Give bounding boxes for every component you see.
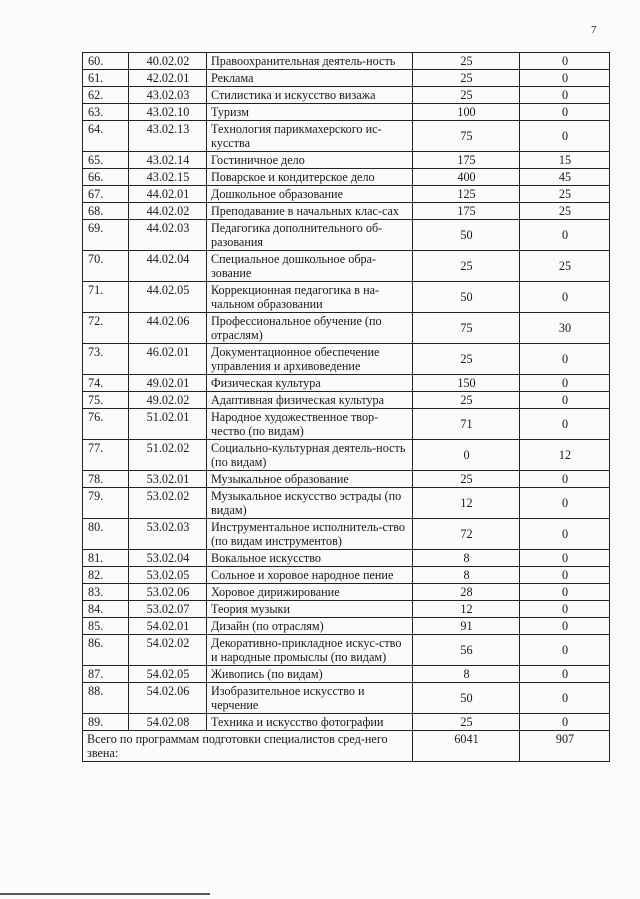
table-row	[83, 121, 610, 152]
table-row	[83, 519, 610, 550]
value-a: 28	[413, 584, 520, 601]
row-number: 62.	[83, 87, 129, 104]
table-row	[83, 282, 610, 313]
row-number: 78.	[83, 471, 129, 488]
table-row	[83, 683, 610, 714]
specialty-name: Стилистика и искусство визажа	[207, 87, 413, 104]
specialty-code: 43.02.14	[129, 152, 207, 169]
row-number: 63.	[83, 104, 129, 121]
value-a: 8	[413, 567, 520, 584]
value-a: 72	[413, 519, 520, 550]
value-a: 91	[413, 618, 520, 635]
table-row	[83, 375, 610, 392]
value-a: 50	[413, 683, 520, 714]
row-number: 77.	[83, 440, 129, 471]
specialty-code: 53.02.05	[129, 567, 207, 584]
specialty-code: 46.02.01	[129, 344, 207, 375]
table-row	[83, 567, 610, 584]
value-b: 0	[520, 121, 610, 152]
value-b: 45	[520, 169, 610, 186]
specialty-name: Преподавание в начальных клас-сах	[207, 203, 413, 220]
table-row	[83, 440, 610, 471]
value-a: 25	[413, 344, 520, 375]
row-number: 86.	[83, 635, 129, 666]
row-number: 83.	[83, 584, 129, 601]
specialty-name: Изобразительное искусство и черчение	[207, 683, 413, 714]
value-b: 0	[520, 282, 610, 313]
value-b: 30	[520, 313, 610, 344]
specialty-code: 44.02.01	[129, 186, 207, 203]
row-number: 74.	[83, 375, 129, 392]
value-b: 0	[520, 375, 610, 392]
specialty-code: 44.02.03	[129, 220, 207, 251]
specialty-code: 51.02.02	[129, 440, 207, 471]
row-number: 60.	[83, 53, 129, 70]
specialty-name: Коррекционная педагогика в на-чальном образовании	[207, 282, 413, 313]
table-row	[83, 203, 610, 220]
row-number: 79.	[83, 488, 129, 519]
value-b: 0	[520, 488, 610, 519]
table-row	[83, 186, 610, 203]
specialty-name: Правоохранительная деятель-ность	[207, 53, 413, 70]
specialty-name: Реклама	[207, 70, 413, 87]
specialty-name: Хоровое дирижирование	[207, 584, 413, 601]
value-a: 25	[413, 471, 520, 488]
value-b: 0	[520, 601, 610, 618]
specialty-code: 53.02.04	[129, 550, 207, 567]
row-number: 69.	[83, 220, 129, 251]
row-number: 76.	[83, 409, 129, 440]
specialty-name: Гостиничное дело	[207, 152, 413, 169]
specialty-name: Живопись (по видам)	[207, 666, 413, 683]
value-b: 0	[520, 409, 610, 440]
specialties-table	[82, 52, 610, 762]
value-a: 50	[413, 220, 520, 251]
value-b: 0	[520, 392, 610, 409]
row-number: 89.	[83, 714, 129, 731]
row-number: 88.	[83, 683, 129, 714]
value-a: 0	[413, 440, 520, 471]
value-a: 25	[413, 714, 520, 731]
row-number: 67.	[83, 186, 129, 203]
value-b: 0	[520, 87, 610, 104]
specialty-code: 53.02.07	[129, 601, 207, 618]
table-row	[83, 313, 610, 344]
page-number: 7	[591, 24, 597, 36]
row-number: 65.	[83, 152, 129, 169]
specialty-name: Поварское и кондитерское дело	[207, 169, 413, 186]
total-value-a: 6041	[413, 731, 520, 762]
row-number: 73.	[83, 344, 129, 375]
specialty-name: Народное художественное твор-чество (по видам)	[207, 409, 413, 440]
specialty-name: Дошкольное образование	[207, 186, 413, 203]
table-row	[83, 714, 610, 731]
value-a: 56	[413, 635, 520, 666]
value-a: 175	[413, 203, 520, 220]
value-b: 25	[520, 186, 610, 203]
value-a: 25	[413, 87, 520, 104]
table-row	[83, 251, 610, 282]
specialty-name: Вокальное искусство	[207, 550, 413, 567]
table-row	[83, 584, 610, 601]
value-b: 0	[520, 584, 610, 601]
value-b: 0	[520, 519, 610, 550]
row-number: 71.	[83, 282, 129, 313]
table-row	[83, 104, 610, 121]
table-row	[83, 666, 610, 683]
row-number: 80.	[83, 519, 129, 550]
row-number: 64.	[83, 121, 129, 152]
value-a: 8	[413, 666, 520, 683]
specialty-code: 42.02.01	[129, 70, 207, 87]
value-b: 25	[520, 203, 610, 220]
value-b: 25	[520, 251, 610, 282]
table-row	[83, 635, 610, 666]
value-b: 0	[520, 220, 610, 251]
value-b: 0	[520, 618, 610, 635]
row-number: 75.	[83, 392, 129, 409]
value-b: 0	[520, 567, 610, 584]
value-a: 75	[413, 313, 520, 344]
value-a: 8	[413, 550, 520, 567]
table-row	[83, 220, 610, 251]
row-number: 61.	[83, 70, 129, 87]
value-b: 0	[520, 550, 610, 567]
value-b: 0	[520, 635, 610, 666]
specialty-name: Дизайн (по отраслям)	[207, 618, 413, 635]
table-row	[83, 344, 610, 375]
row-number: 82.	[83, 567, 129, 584]
value-a: 150	[413, 375, 520, 392]
value-a: 71	[413, 409, 520, 440]
specialty-code: 54.02.08	[129, 714, 207, 731]
specialty-name: Декоративно-прикладное искус-ство и народные промыслы (по видам)	[207, 635, 413, 666]
specialty-name: Педагогика дополнительного об-разования	[207, 220, 413, 251]
specialty-code: 43.02.10	[129, 104, 207, 121]
value-a: 175	[413, 152, 520, 169]
specialty-code: 54.02.06	[129, 683, 207, 714]
specialty-name: Социально-культурная деятель-ность (по видам)	[207, 440, 413, 471]
table-row	[83, 471, 610, 488]
specialty-code: 44.02.04	[129, 251, 207, 282]
row-number: 87.	[83, 666, 129, 683]
table-row	[83, 601, 610, 618]
specialty-code: 44.02.02	[129, 203, 207, 220]
specialty-code: 53.02.02	[129, 488, 207, 519]
total-row	[83, 731, 610, 762]
value-b: 0	[520, 104, 610, 121]
specialty-name: Технология парикмахерского ис-кусства	[207, 121, 413, 152]
row-number: 68.	[83, 203, 129, 220]
table-row	[83, 152, 610, 169]
table-row	[83, 488, 610, 519]
value-b: 0	[520, 70, 610, 87]
specialty-code: 49.02.01	[129, 375, 207, 392]
row-number: 81.	[83, 550, 129, 567]
specialty-name: Физическая культура	[207, 375, 413, 392]
specialty-name: Специальное дошкольное обра-зование	[207, 251, 413, 282]
specialty-code: 40.02.02	[129, 53, 207, 70]
table-row	[83, 392, 610, 409]
value-b: 0	[520, 683, 610, 714]
specialty-code: 53.02.01	[129, 471, 207, 488]
table-row	[83, 409, 610, 440]
specialty-code: 51.02.01	[129, 409, 207, 440]
value-a: 75	[413, 121, 520, 152]
specialty-name: Техника и искусство фотографии	[207, 714, 413, 731]
value-a: 12	[413, 601, 520, 618]
total-value-b: 907	[520, 731, 610, 762]
specialty-name: Сольное и хоровое народное пение	[207, 567, 413, 584]
specialty-code: 44.02.06	[129, 313, 207, 344]
specialty-name: Профессиональное обучение (по отраслям)	[207, 313, 413, 344]
specialty-name: Теория музыки	[207, 601, 413, 618]
specialty-code: 53.02.03	[129, 519, 207, 550]
value-b: 0	[520, 666, 610, 683]
specialty-code: 54.02.01	[129, 618, 207, 635]
table-row	[83, 550, 610, 567]
value-b: 12	[520, 440, 610, 471]
value-a: 125	[413, 186, 520, 203]
row-number: 85.	[83, 618, 129, 635]
specialty-code: 49.02.02	[129, 392, 207, 409]
table-row	[83, 169, 610, 186]
specialty-name: Музыкальное образование	[207, 471, 413, 488]
value-a: 25	[413, 70, 520, 87]
value-b: 15	[520, 152, 610, 169]
total-label: Всего по программам подготовки специалистов сред-него звена:	[83, 731, 413, 762]
value-b: 0	[520, 53, 610, 70]
row-number: 72.	[83, 313, 129, 344]
table-row	[83, 87, 610, 104]
value-b: 0	[520, 344, 610, 375]
value-b: 0	[520, 714, 610, 731]
value-a: 50	[413, 282, 520, 313]
value-a: 12	[413, 488, 520, 519]
specialty-code: 54.02.05	[129, 666, 207, 683]
value-a: 100	[413, 104, 520, 121]
value-b: 0	[520, 471, 610, 488]
scan-edge-line	[0, 893, 210, 895]
value-a: 25	[413, 251, 520, 282]
specialty-name: Инструментальное исполнитель-ство (по видам инструментов)	[207, 519, 413, 550]
specialty-name: Документационное обеспечение управления и архивоведение	[207, 344, 413, 375]
row-number: 70.	[83, 251, 129, 282]
value-a: 400	[413, 169, 520, 186]
row-number: 84.	[83, 601, 129, 618]
specialty-name: Музыкальное искусство эстрады (по видам)	[207, 488, 413, 519]
specialty-code: 43.02.15	[129, 169, 207, 186]
specialty-code: 43.02.13	[129, 121, 207, 152]
specialty-name: Адаптивная физическая культура	[207, 392, 413, 409]
value-a: 25	[413, 392, 520, 409]
specialty-code: 53.02.06	[129, 584, 207, 601]
specialty-name: Туризм	[207, 104, 413, 121]
specialty-code: 44.02.05	[129, 282, 207, 313]
value-a: 25	[413, 53, 520, 70]
table-row	[83, 618, 610, 635]
table-row	[83, 53, 610, 70]
specialty-code: 43.02.03	[129, 87, 207, 104]
table-row	[83, 70, 610, 87]
specialty-code: 54.02.02	[129, 635, 207, 666]
row-number: 66.	[83, 169, 129, 186]
